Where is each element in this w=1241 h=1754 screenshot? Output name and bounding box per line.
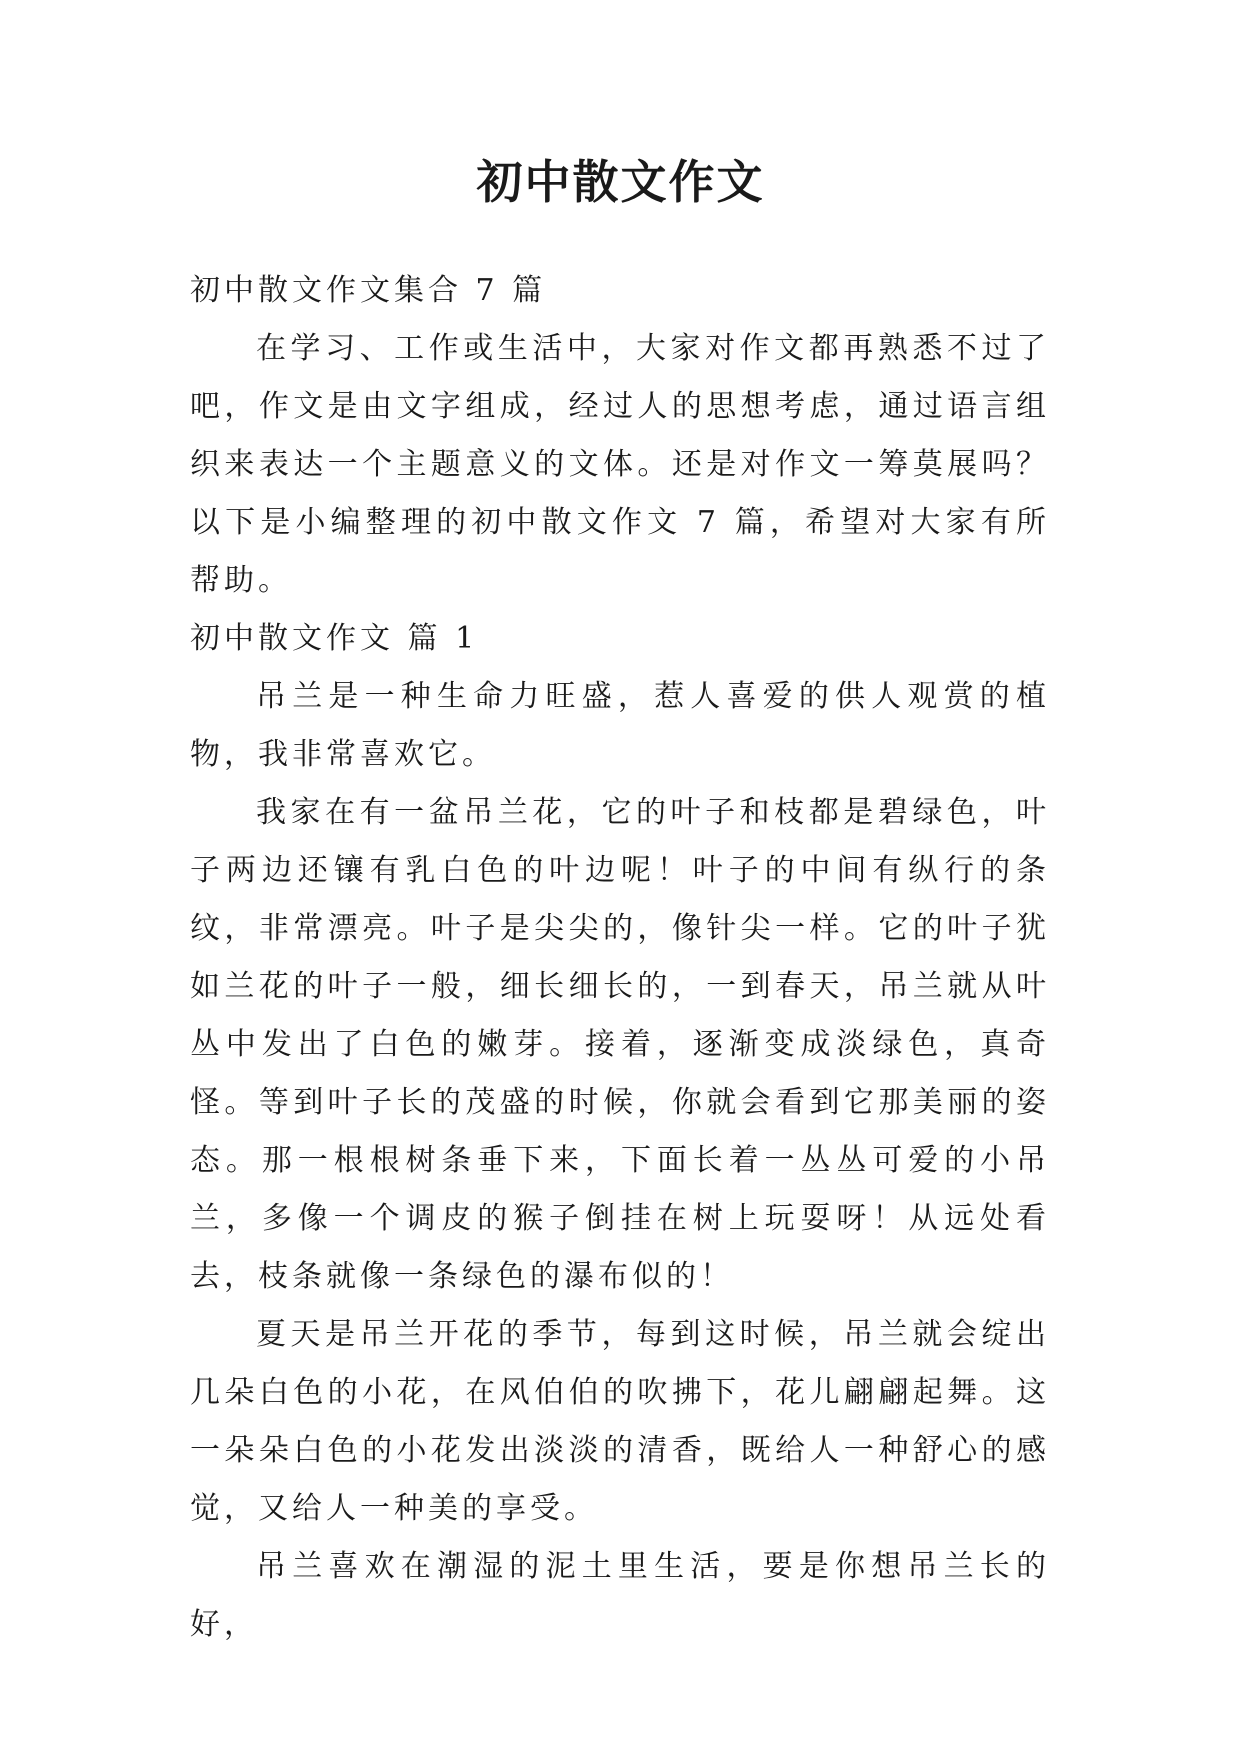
body-paragraph: 夏天是吊兰开花的季节，每到这时候，吊兰就会绽出几朵白色的小花，在风伯伯的吹拂下，花儿翩翩起舞。这一朵朵白色的小花发出淡淡的清香，既给人一种舒心的感觉，又给人一种美的享受。 [190,1317,1050,1526]
intro-paragraph: 在学习、工作或生活中，大家对作文都再熟悉不过了吧，作文是由文字组成，经过人的思想考虑，通过语言组织来表达一个主题意义的文体。还是对作文一筹莫展吗？以下是小编整理的初中散文作文 7 篇，希望对大家有所帮助。 [190,331,1050,598]
body-paragraph: 吊兰是一种生命力旺盛，惹人喜爱的供人观赏的植物，我非常喜欢它。 [190,679,1050,772]
body-paragraph: 我家在有一盆吊兰花，它的叶子和枝都是碧绿色，叶子两边还镶有乳白色的叶边呢！叶子的中间有纵行的条纹，非常漂亮。叶子是尖尖的，像针尖一样。它的叶子犹如兰花的叶子一般，细长细长的，一到春天，吊兰就从叶丛中发出了白色的嫩芽。接着，逐渐变成淡绿色，真奇怪。等到叶子长的茂盛的时候，你就会看到它那美丽的姿态。那一根根树条垂下来，下面长着一丛丛可爱的小吊兰，多像一个调皮的猴子倒挂在树上玩耍呀！从远处看去，枝条就像一条绿色的瀑布似的！ [190,795,1050,1294]
section-heading: 初中散文作文 篇 1 [190,621,479,656]
body-paragraph: 吊兰喜欢在潮湿的泥土里生活，要是你想吊兰长的好， [190,1549,1050,1642]
document-body [190,262,1050,1654]
collection-subtitle: 初中散文作文集合 7 篇 [190,273,547,308]
document-title: 初中散文作文 [476,155,765,209]
